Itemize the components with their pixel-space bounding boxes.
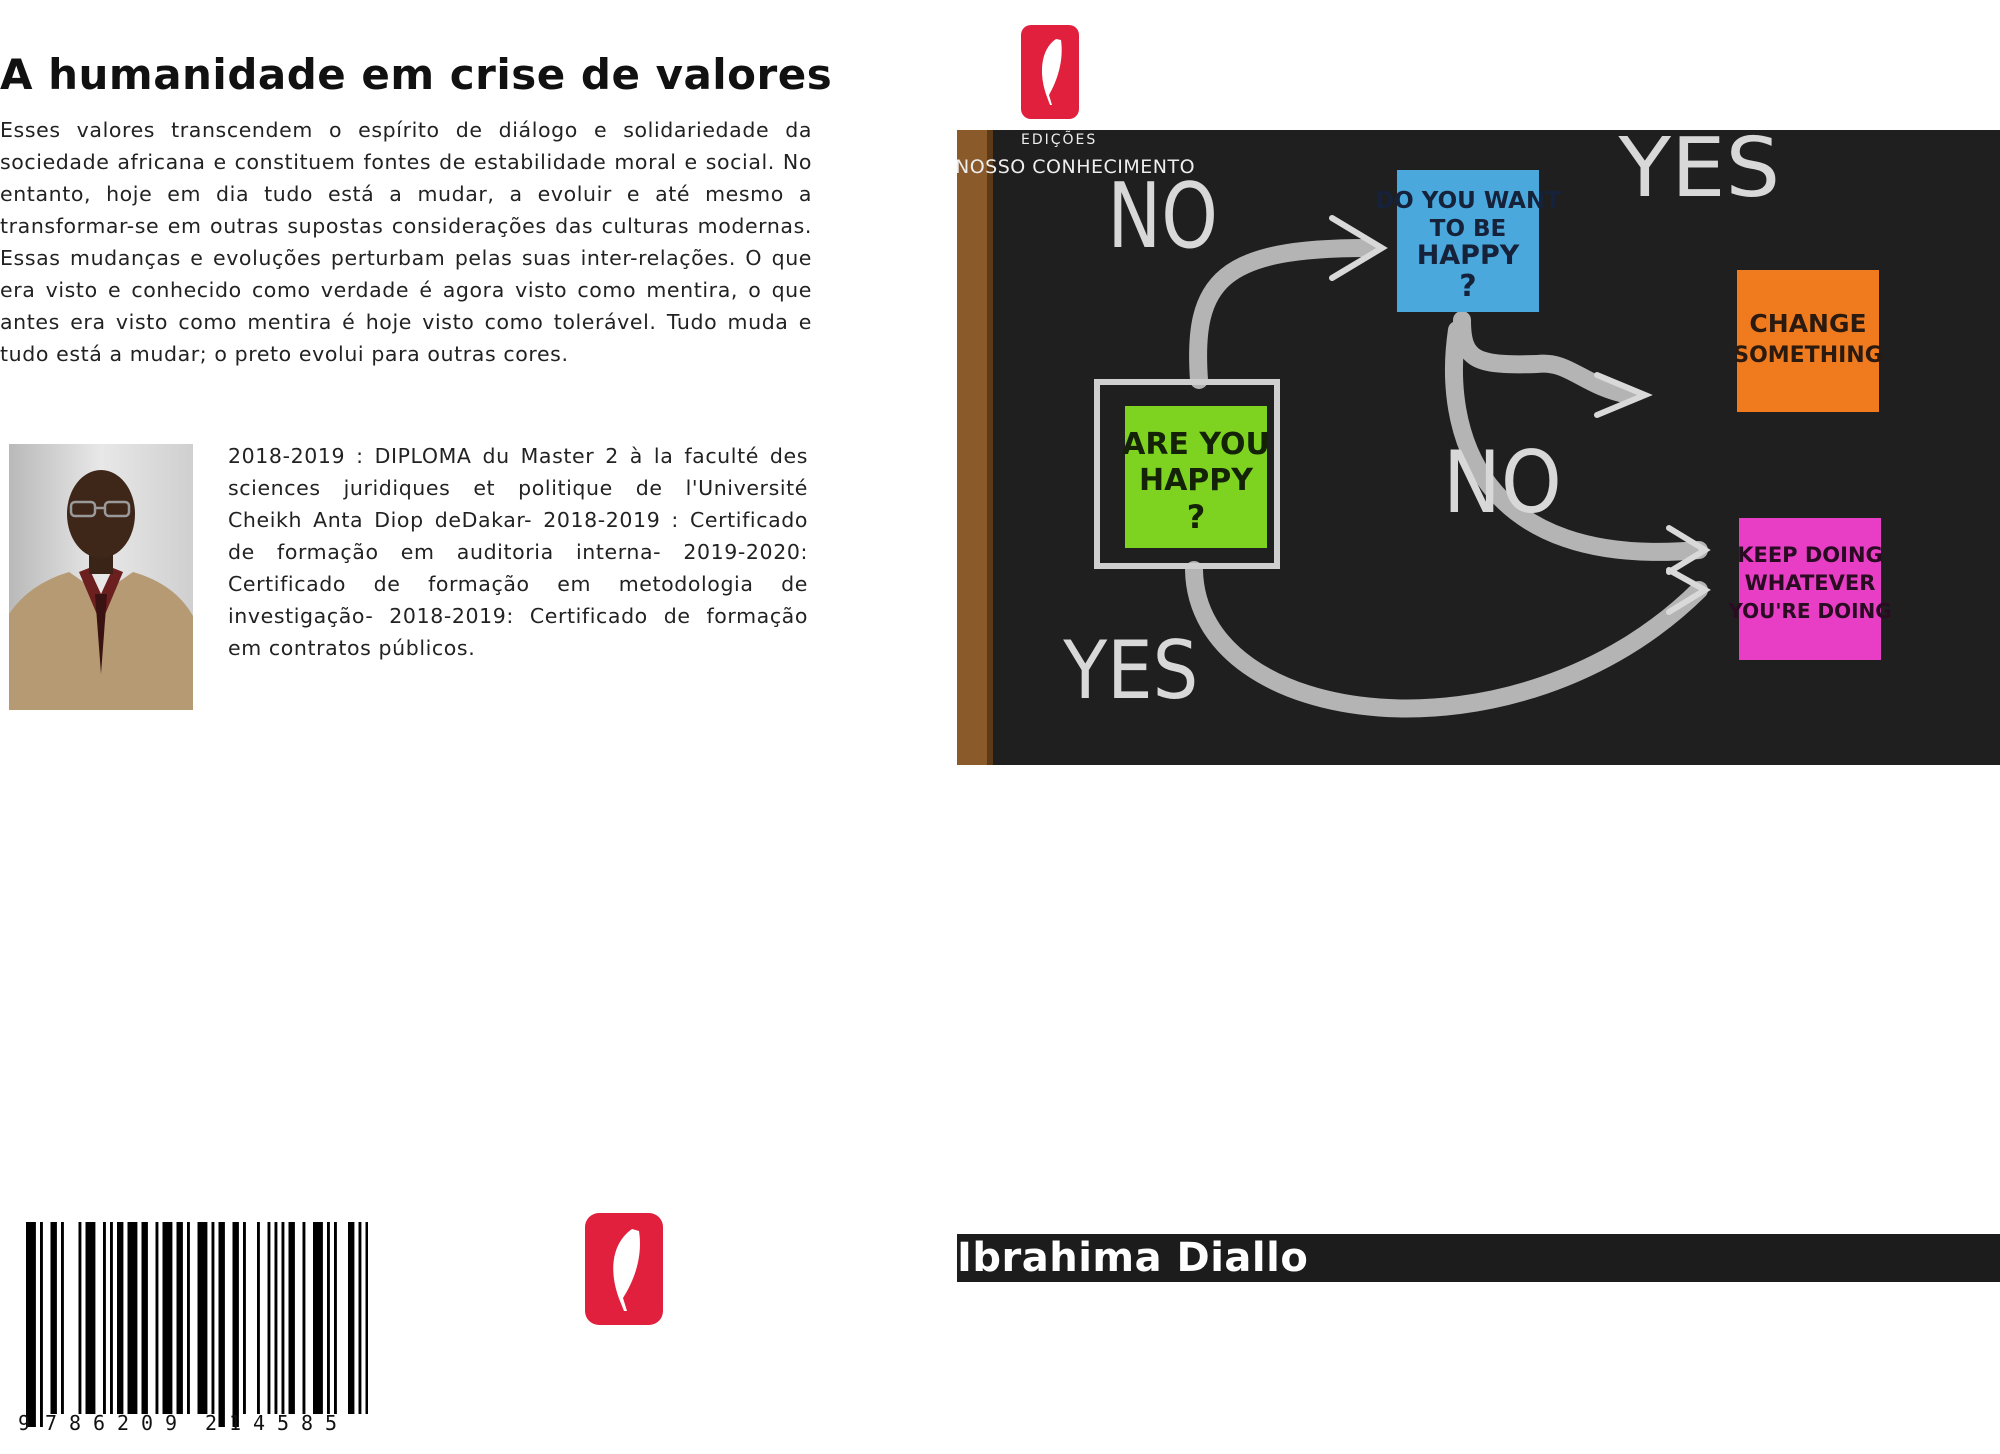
chalk-no-middle: NO <box>1443 433 1562 534</box>
isbn-digit: 8 <box>69 1411 82 1432</box>
barcode-bar <box>117 1222 123 1414</box>
isbn-digit: 8 <box>301 1411 314 1432</box>
note-want-line3: HAPPY <box>1416 240 1520 271</box>
publisher-logo-icon <box>1021 25 1079 119</box>
note-want-line4: ? <box>1459 269 1477 304</box>
barcode-bar <box>51 1222 57 1414</box>
chalk-yes-top: YES <box>1618 130 1781 216</box>
note-are-line3: ? <box>1186 498 1206 536</box>
barcode-bar <box>275 1222 278 1414</box>
barcode-bar <box>327 1222 330 1414</box>
barcode-bar <box>128 1222 138 1414</box>
back-cover-title: A humanidade em crise de valores <box>0 50 833 99</box>
note-want-line1: DO YOU WANT <box>1375 188 1561 214</box>
barcode-bar <box>187 1222 190 1414</box>
barcode-bar <box>103 1222 106 1414</box>
isbn-digit: 5 <box>277 1411 290 1432</box>
barcode-bar <box>303 1222 306 1414</box>
book-synopsis: Esses valores transcendem o espírito de diálogo e solidariedade da sociedade africana e constituem fontes de estabilidade moral e social. No entanto, hoje em dia tudo está a mudar, a evoluir e até mesmo a transformar-se em outras supostas considerações das culturas modernas. Essas mudanças e evoluções perturbam pelas suas inter-relações. O que era visto e conhecido como verdade é agora visto como mentira, o que antes era visto como mentira é hoje visto como tolerável. Tudo muda e tudo está a mudar; o preto evolui para outras cores. <box>0 118 812 366</box>
barcode-bar <box>86 1222 96 1414</box>
barcode-bar <box>142 1222 148 1414</box>
author-bio: 2018-2019 : DIPLOMA du Master 2 à la faculté des sciences juridiques et politique de l'Université Cheikh Anta Diop deDakar- 2018-2019 : Certificado de formação em auditoria interna- 2019-2020: Certificado de formação em metodologia de investigação- 2018-2019: Certificado de formação em contratos públicos. <box>228 444 808 660</box>
note-keep-line2: WHATEVER <box>1744 571 1876 595</box>
isbn-digit: 2 <box>117 1411 130 1432</box>
barcode-bar <box>110 1222 113 1414</box>
barcode-bar <box>282 1222 285 1414</box>
barcode-bar <box>359 1222 362 1414</box>
isbn-digit: 2 <box>205 1411 218 1432</box>
note-are-line2: HAPPY <box>1138 463 1254 498</box>
barcode-bar <box>313 1222 323 1414</box>
barcode-bar <box>289 1222 295 1414</box>
barcode-bar <box>366 1222 369 1414</box>
isbn-digit: 5 <box>325 1411 338 1432</box>
barcode-bar <box>177 1222 183 1414</box>
barcode-bar <box>79 1222 82 1414</box>
barcode-bar <box>334 1222 337 1414</box>
publisher-line2: NOSSO CONHECIMENTO <box>955 156 1196 178</box>
note-want-line2: TO BE <box>1429 216 1507 242</box>
barcode-bar <box>40 1222 43 1427</box>
barcode-bar <box>156 1222 159 1414</box>
barcode-bar <box>257 1222 260 1414</box>
isbn-digit: 4 <box>253 1411 266 1432</box>
author-name: Ibrahima Diallo <box>957 1235 1309 1281</box>
note-are-line1: ARE YOU <box>1122 427 1270 462</box>
barcode-bar <box>348 1222 354 1414</box>
barcode-bar <box>243 1222 246 1414</box>
author-photo <box>9 444 193 710</box>
isbn-digit: 1 <box>229 1411 242 1432</box>
barcode-bar <box>219 1222 225 1427</box>
chalk-no-top: NO <box>1107 164 1218 270</box>
publisher-logo-icon <box>585 1213 663 1325</box>
barcode-bar <box>198 1222 208 1414</box>
isbn-barcode <box>18 1222 368 1432</box>
publisher-line1: EDIÇÕES <box>1021 132 1098 148</box>
cover-chalkboard-image <box>957 130 2000 765</box>
barcode-bar <box>163 1222 173 1414</box>
isbn-digit: 9 <box>165 1411 178 1432</box>
barcode-bar <box>268 1222 271 1414</box>
note-change-line1: CHANGE <box>1749 309 1867 338</box>
chalk-yes-bottom: YES <box>1063 623 1199 717</box>
isbn-digit: 6 <box>93 1411 106 1432</box>
note-keep-line1: KEEP DOING <box>1737 543 1883 567</box>
isbn-digit: 0 <box>141 1411 154 1432</box>
note-change-line2: SOMETHING <box>1733 343 1883 368</box>
barcode-bar <box>26 1222 36 1427</box>
isbn-digit: 7 <box>45 1411 58 1432</box>
barcode-bar <box>233 1222 239 1427</box>
barcode-bar <box>61 1222 64 1414</box>
isbn-digit: 9 <box>18 1411 31 1432</box>
note-keep-line3: YOU'RE DOING <box>1728 599 1892 623</box>
author-bar <box>957 1234 2000 1282</box>
barcode-bar <box>212 1222 215 1414</box>
